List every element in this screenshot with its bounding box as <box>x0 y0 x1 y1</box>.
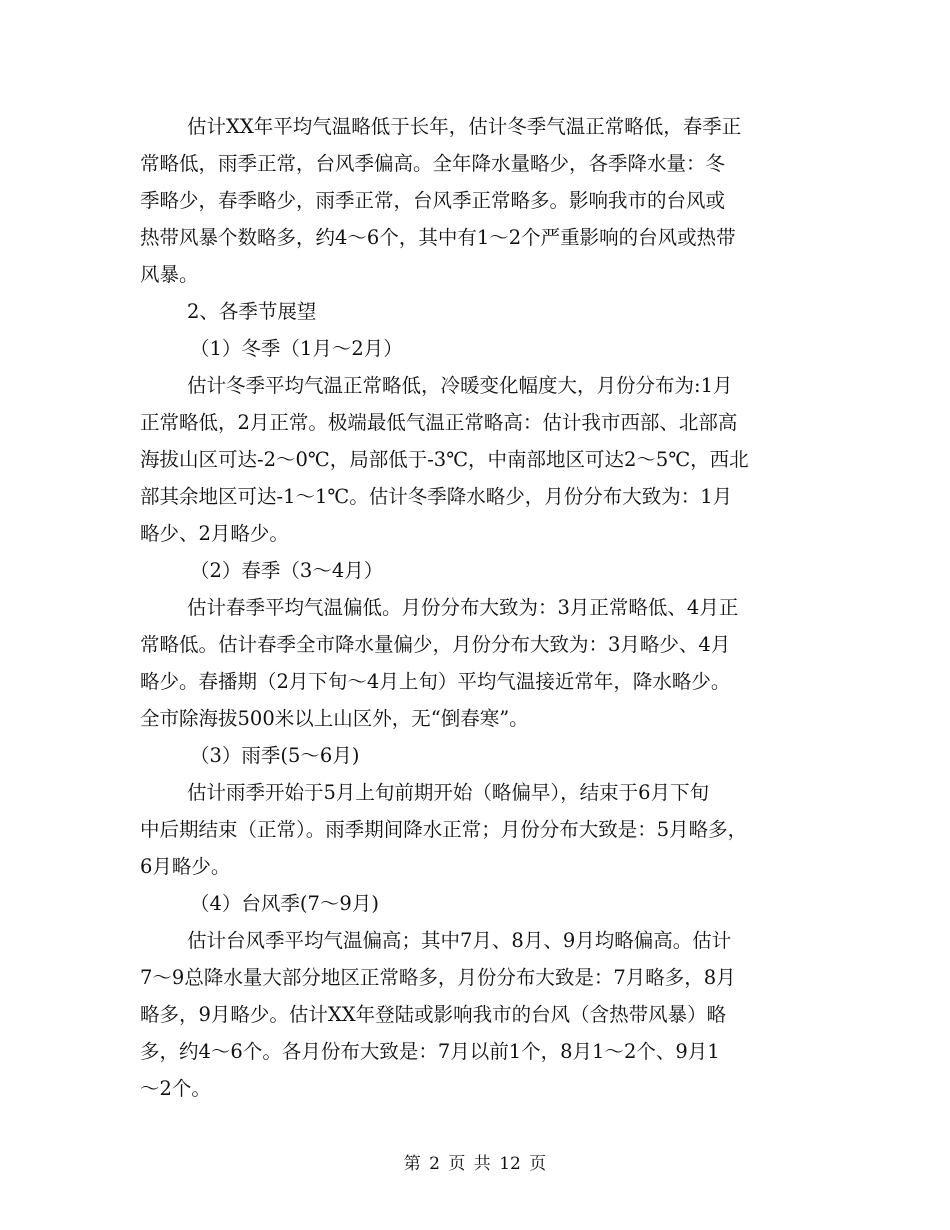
subsection-heading-rainy: （3）雨季(5～6月) <box>190 744 360 767</box>
paragraph-line: 热带风暴个数略多，约4～6个，其中有1～2个严重影响的台风或热带 <box>140 226 736 249</box>
paragraph-line: 估计XX年平均气温略低于长年，估计冬季气温正常略低，春季正 <box>187 115 742 138</box>
paragraph-line: 常略低。估计春季全市降水量偏少，月份分布大致为：3月略少、4月 <box>140 633 731 656</box>
paragraph-line: 部其余地区可达-1～1℃。估计冬季降水略少，月份分布大致为：1月 <box>140 485 733 508</box>
subsection-heading-typhoon: （4）台风季(7～9月) <box>190 892 379 915</box>
paragraph-line: 常略低，雨季正常，台风季偏高。全年降水量略少，各季降水量：冬 <box>140 152 726 175</box>
subsection-heading-winter: （1）冬季（1月～2月） <box>190 337 403 360</box>
paragraph-line: 估计台风季平均气温偏高；其中7月、8月、9月均略偏高。估计 <box>187 929 732 952</box>
paragraph-line: 正常略低，2月正常。极端最低气温正常略高：估计我市西部、北部高 <box>140 411 738 434</box>
paragraph-line: 中后期结束（正常）。雨季期间降水正常；月份分布大致是：5月略多， <box>140 818 748 841</box>
paragraph-line: 季略少，春季略少，雨季正常，台风季正常略多。影响我市的台风或 <box>140 189 726 212</box>
paragraph-line: 风暴。 <box>140 263 199 286</box>
document-body <box>140 108 816 1107</box>
paragraph-line: 略少。春播期（2月下旬～4月上旬）平均气温接近常年，降水略少。 <box>140 670 731 693</box>
paragraph-line: ～2个。 <box>140 1077 211 1100</box>
subsection-heading-spring: （2）春季（3～4月） <box>190 559 384 582</box>
paragraph-line: 估计冬季平均气温正常略低，冷暖变化幅度大，月份分布为:1月 <box>187 374 733 397</box>
paragraph-line: 估计春季平均气温偏低。月份分布大致为：3月正常略低、4月正 <box>187 596 739 619</box>
paragraph-line: 7～9总降水量大部分地区正常略多，月份分布大致是：7月略多，8月 <box>140 966 736 989</box>
paragraph-line: 略少、2月略少。 <box>140 522 289 545</box>
paragraph-line: 6月略少。 <box>140 855 231 878</box>
section-heading: 2、各季节展望 <box>187 300 317 323</box>
paragraph-line: 估计雨季开始于5月上旬前期开始（略偏早），结束于6月下旬 <box>187 781 710 804</box>
page-number-footer: 第 2 页 共 12 页 <box>403 1154 547 1174</box>
paragraph-line: 海拔山区可达-2～0℃，局部低于-3℃，中南部地区可达2～5℃，西北 <box>140 448 749 471</box>
paragraph-line: 多，约4～6个。各月份布大致是：7月以前1个，8月1～2个、9月1 <box>140 1040 720 1063</box>
paragraph-line: 全市除海拔500米以上山区外，无“倒春寒”。 <box>140 707 529 730</box>
paragraph-line: 略多，9月略少。估计XX年登陆或影响我市的台风（含热带风暴）略 <box>140 1003 727 1026</box>
